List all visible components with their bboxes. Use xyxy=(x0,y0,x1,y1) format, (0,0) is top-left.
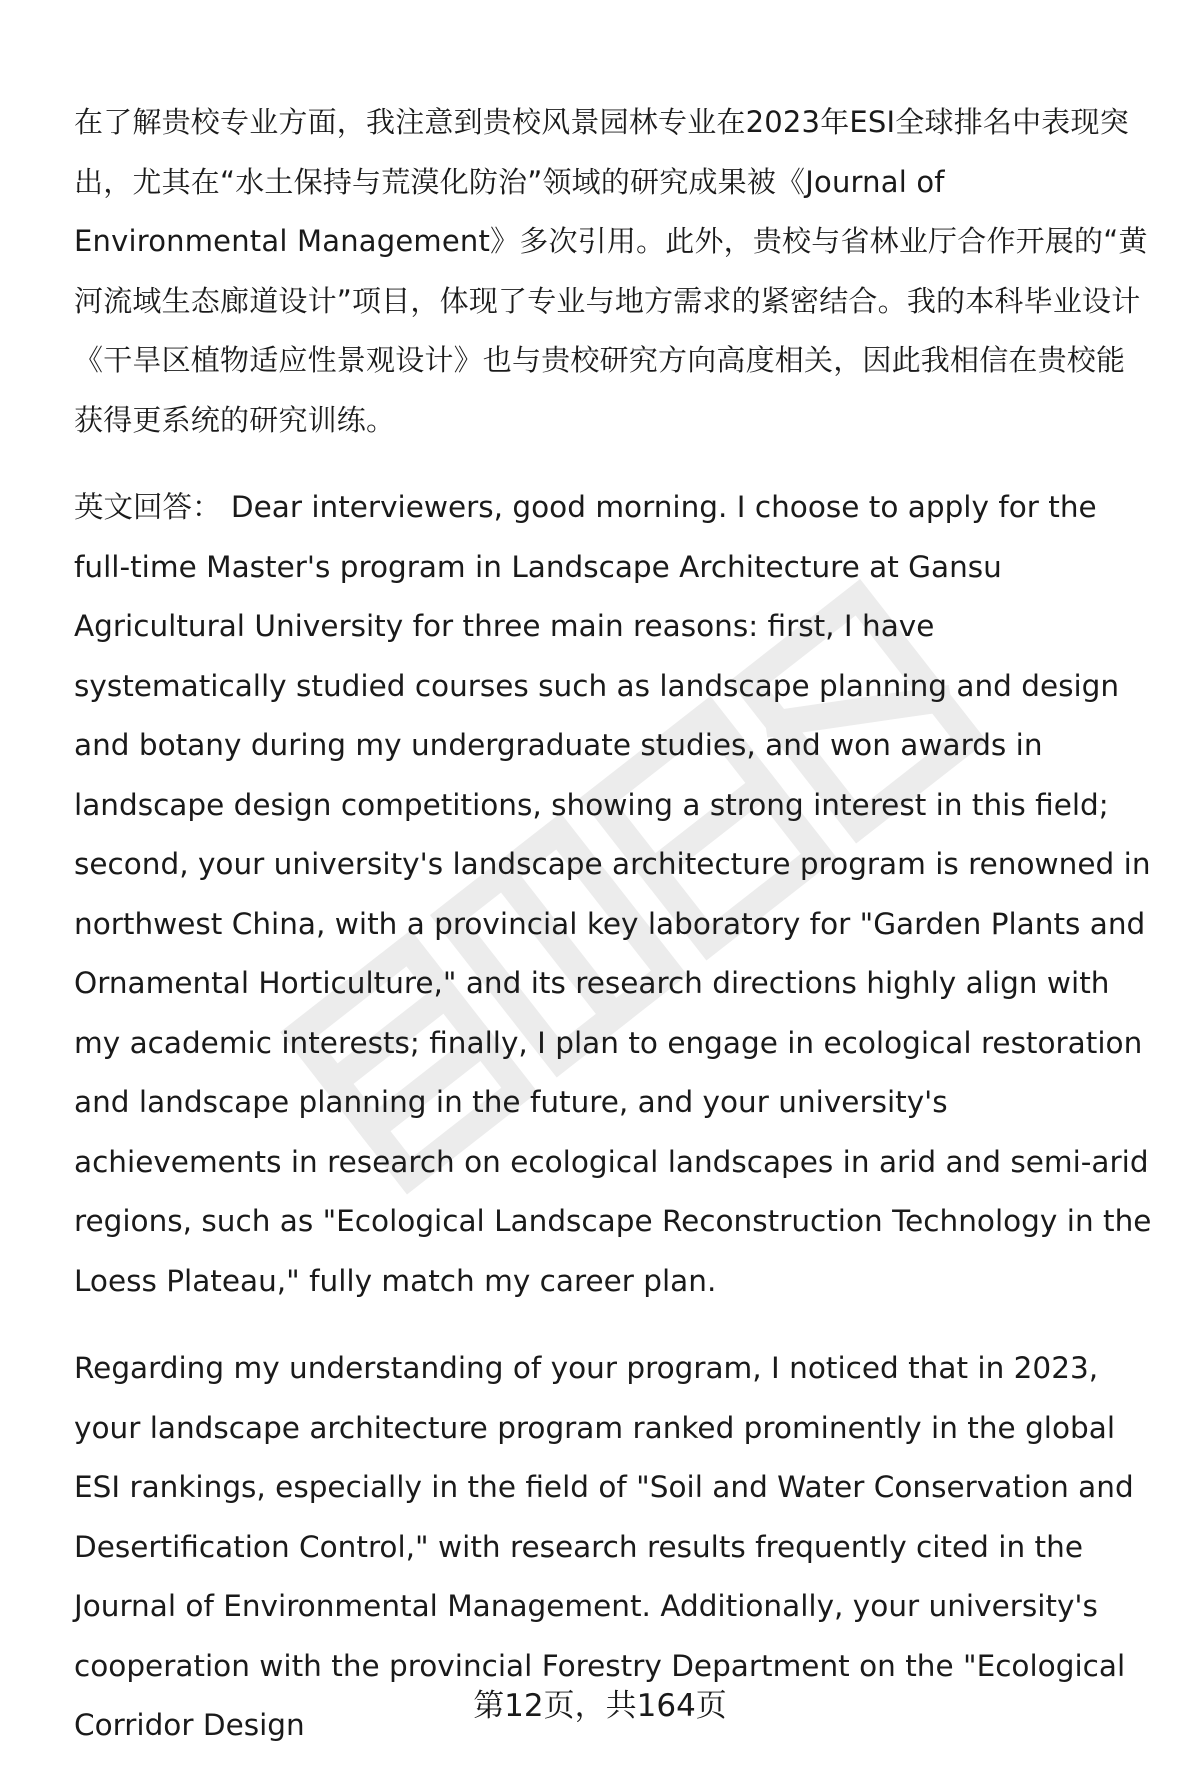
paragraph-english-answer: 英文回答： Dear interviewers, good morning. I choose to apply for the full-time Master's program in Landscape Architecture at Gansu Agricultural University for three main reasons: first, I have systematically studied courses such as landscape planning and design and botany during my undergraduate studies, and won awards in landscape design competitions, showing a strong interest in this field; second, your university's landscape architecture program is renowned in northwest China, with a provincial key laboratory for "Garden Plants and Ornamental Horticulture," and its research directions highly align with my academic interests; finally, I plan to engage in ecological restoration and landscape planning in the future, and your university's achievements in research on ecological landscapes in arid and semi-arid regions, such as "Ecological Landscape Reconstruction Technology in the Loess Plateau," fully match my career plan. xyxy=(74,490,1152,1298)
page-number-footer: 第12页，共164页 xyxy=(473,1688,727,1724)
document-body xyxy=(74,93,1154,1784)
paragraph-program-understanding: Regarding my understanding of your program, I noticed that in 2023, your landscape architecture program ranked prominently in the global ESI rankings, especially in the field of "Soil and Water Conservation and Desertification Control," with research results frequently cited in the Journal of Environmental Management. Additionally, your university's cooperation with the provincial Forestry Department on the "Ecological Corridor Design xyxy=(74,1351,1134,1742)
paragraph-chinese-answer: 在了解贵校专业方面，我注意到贵校风景园林专业在2023年ESI全球排名中表现突出，尤其在“水土保持与荒漠化防治”领域的研究成果被《Journal of Environmental Management》多次引用。此外，贵校与省林业厅合作开展的“黄河流域生态廊道设计”项目，体现了专业与地方需求的紧密结合。我的本科毕业设计《干旱区植物适应性景观设计》也与贵校研究方向高度相关，因此我相信在贵校能获得更系统的研究训练。 xyxy=(74,105,1148,437)
